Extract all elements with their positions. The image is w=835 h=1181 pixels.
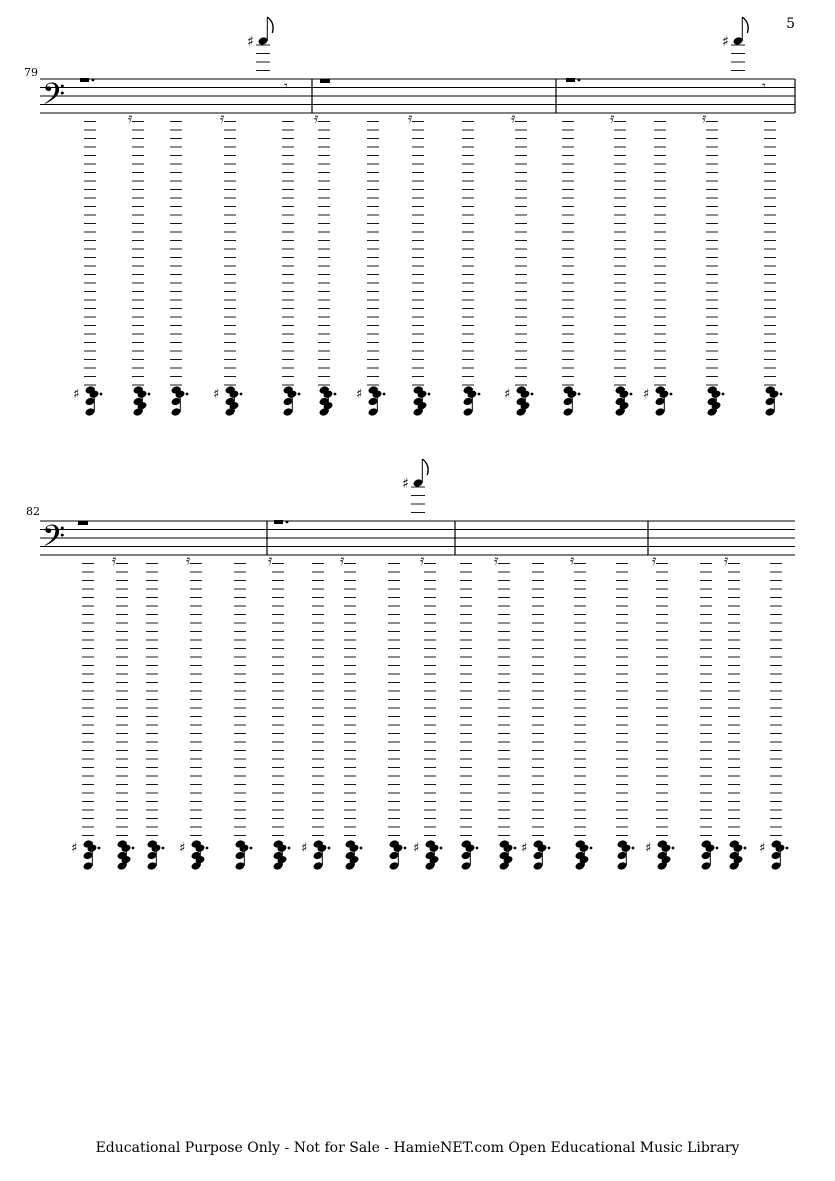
chord	[413, 839, 442, 871]
page-number: 5	[786, 16, 795, 32]
chord	[765, 385, 783, 417]
augmentation-dot	[786, 847, 789, 850]
sharp-icon: ♯	[722, 34, 729, 50]
sixteenth-rest-icon: 𝄿	[340, 552, 345, 569]
sharp-icon: ♯	[759, 841, 766, 856]
bass-clef-icon: 𝄢	[42, 78, 66, 119]
chord	[171, 385, 189, 417]
footer-text: Educational Purpose Only - Not for Sale - HamieNET.com Open Educational Music Library	[95, 1140, 740, 1156]
chord	[273, 839, 291, 871]
sixteenth-rest-icon: 𝄿	[186, 552, 191, 569]
chord	[617, 839, 635, 871]
eighth-rest-icon: 𝄾	[284, 78, 288, 95]
chord	[213, 385, 242, 417]
whole-rest-icon	[78, 521, 88, 525]
sixteenth-rest-icon: 𝄿	[420, 552, 425, 569]
chord	[701, 839, 719, 871]
augmentation-dot	[590, 847, 593, 850]
chord	[707, 385, 725, 417]
augmentation-dot	[298, 393, 301, 396]
chord	[73, 385, 102, 417]
chord	[356, 385, 385, 417]
sharp-icon: ♯	[247, 34, 254, 50]
sharp-icon: ♯	[643, 387, 650, 402]
chord	[235, 839, 253, 871]
sixteenth-rest-icon: 𝄿	[570, 552, 575, 569]
chord	[461, 839, 479, 871]
dotted-half-rest-icon	[566, 78, 575, 82]
augmentation-dot	[548, 847, 551, 850]
chord	[179, 839, 208, 871]
augmentation-dot	[100, 393, 103, 396]
sharp-icon: ♯	[504, 387, 511, 402]
sixteenth-rest-icon: 𝄿	[268, 552, 273, 569]
chord	[319, 385, 337, 417]
chord	[759, 839, 788, 871]
chord	[133, 385, 151, 417]
chord	[301, 839, 330, 871]
augmentation-dot	[383, 393, 386, 396]
whole-rest-icon	[320, 79, 330, 83]
measure-number-system-2: 82	[26, 505, 40, 518]
chord	[413, 385, 431, 417]
augmentation-dot	[744, 847, 747, 850]
sixteenth-rest-icon: 𝄿	[314, 110, 319, 127]
chord	[345, 839, 363, 871]
augmentation-dot	[722, 393, 725, 396]
chord	[645, 839, 674, 871]
augmentation-dot	[288, 847, 291, 850]
augmentation-dot	[476, 847, 479, 850]
sharp-icon: ♯	[179, 841, 186, 856]
sharp-icon: ♯	[645, 841, 652, 856]
chord	[147, 839, 165, 871]
augmentation-dot	[630, 393, 633, 396]
augmentation-dot	[578, 79, 581, 82]
chord	[71, 839, 100, 871]
chord	[575, 839, 593, 871]
chord	[283, 385, 301, 417]
augmentation-dot	[132, 847, 135, 850]
augmentation-dot	[206, 847, 209, 850]
augmentation-dot	[404, 847, 407, 850]
augmentation-dot	[360, 847, 363, 850]
chord	[504, 385, 533, 417]
sixteenth-rest-icon: 𝄿	[220, 110, 225, 127]
augmentation-dot	[148, 393, 151, 396]
augmentation-dot	[240, 393, 243, 396]
sixteenth-rest-icon: 𝄿	[702, 110, 707, 127]
augmentation-dot	[328, 847, 331, 850]
chord	[521, 839, 550, 871]
sharp-icon: ♯	[413, 841, 420, 856]
dotted-half-rest-icon	[80, 78, 89, 82]
measure-number-system-1: 79	[24, 66, 38, 79]
sharp-icon: ♯	[301, 841, 308, 856]
augmentation-dot	[670, 393, 673, 396]
sharp-icon: ♯	[73, 387, 80, 402]
sharp-icon: ♯	[521, 841, 528, 856]
sixteenth-rest-icon: 𝄿	[652, 552, 657, 569]
augmentation-dot	[162, 847, 165, 850]
sharp-icon: ♯	[71, 841, 78, 856]
sixteenth-rest-icon: 𝄿	[408, 110, 413, 127]
sixteenth-rest-icon: 𝄿	[128, 110, 133, 127]
chord	[615, 385, 633, 417]
flag	[267, 17, 273, 33]
augmentation-dot	[92, 79, 95, 82]
system-1-staff	[40, 17, 795, 417]
chord	[389, 839, 407, 871]
dotted-half-rest-icon	[274, 520, 283, 524]
flag	[742, 17, 748, 33]
chord	[643, 385, 672, 417]
augmentation-dot	[250, 847, 253, 850]
augmentation-dot	[578, 393, 581, 396]
augmentation-dot	[780, 393, 783, 396]
sixteenth-rest-icon: 𝄿	[724, 552, 729, 569]
flag	[422, 459, 428, 475]
sharp-icon: ♯	[213, 387, 220, 402]
system-2-staff	[40, 459, 795, 871]
sharp-icon: ♯	[402, 476, 409, 492]
bass-clef-icon: 𝄢	[42, 520, 66, 561]
sixteenth-rest-icon: 𝄿	[610, 110, 615, 127]
chord	[463, 385, 481, 417]
augmentation-dot	[334, 393, 337, 396]
augmentation-dot	[286, 521, 289, 524]
augmentation-dot	[186, 393, 189, 396]
chord	[499, 839, 517, 871]
augmentation-dot	[98, 847, 101, 850]
sixteenth-rest-icon: 𝄿	[511, 110, 516, 127]
sixteenth-rest-icon: 𝄿	[494, 552, 499, 569]
sixteenth-rest-icon: 𝄿	[112, 552, 117, 569]
augmentation-dot	[531, 393, 534, 396]
chord	[563, 385, 581, 417]
augmentation-dot	[716, 847, 719, 850]
augmentation-dot	[478, 393, 481, 396]
augmentation-dot	[514, 847, 517, 850]
eighth-rest-icon: 𝄾	[762, 78, 766, 95]
augmentation-dot	[440, 847, 443, 850]
chord	[729, 839, 747, 871]
augmentation-dot	[428, 393, 431, 396]
sharp-icon: ♯	[356, 387, 363, 402]
augmentation-dot	[632, 847, 635, 850]
chord	[117, 839, 135, 871]
augmentation-dot	[672, 847, 675, 850]
